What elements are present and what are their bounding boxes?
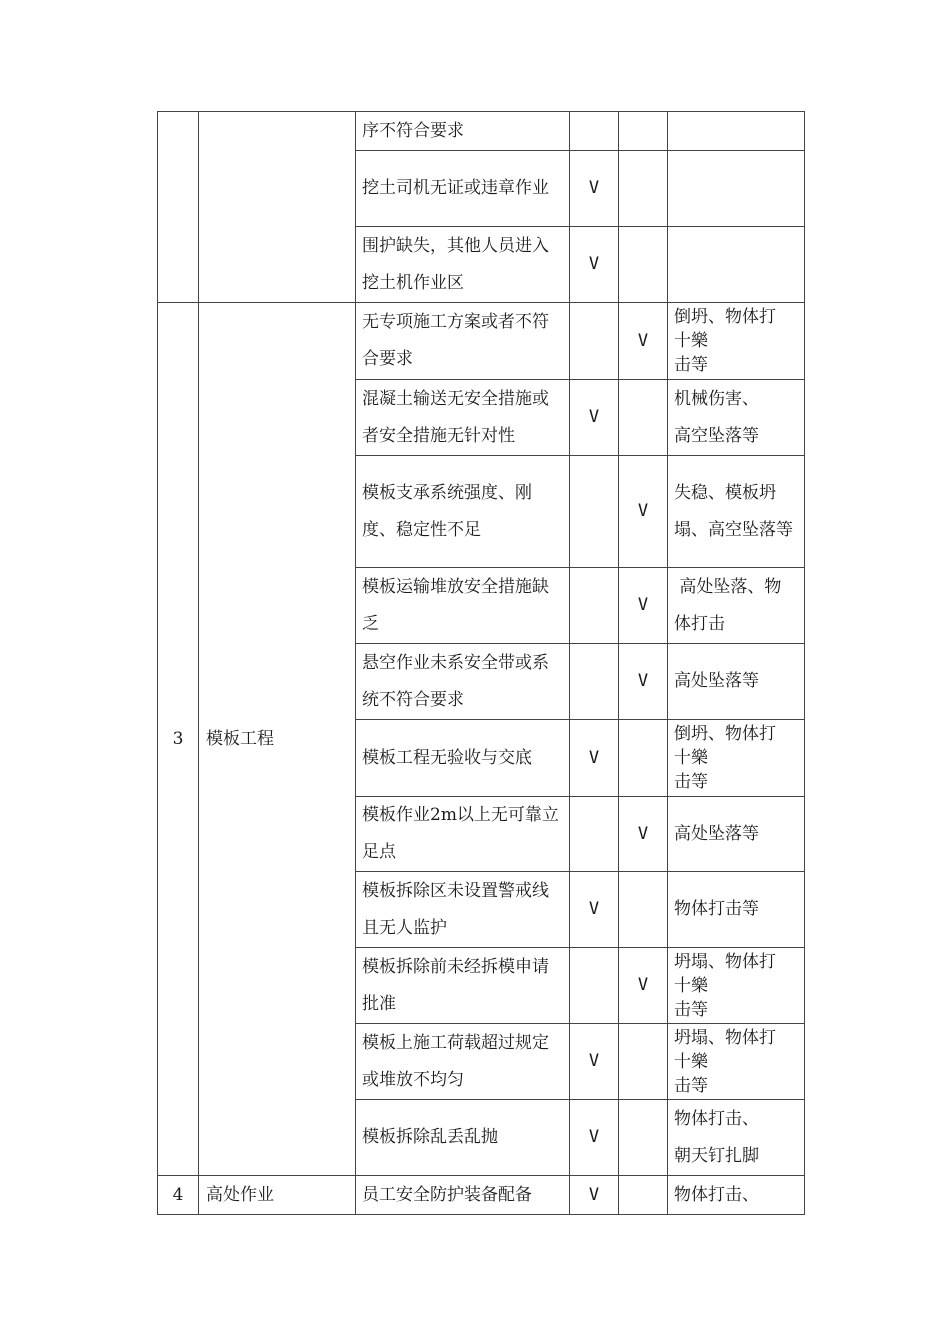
result-line: 朝天钉扎脚 [674,1145,759,1166]
table-row [158,1176,805,1215]
result-line: 十樂 [674,331,708,351]
check-col-1: V [570,380,619,456]
check-col-1: V [570,1100,619,1176]
result-line: 十樂 [674,1052,708,1072]
result-line: 坍塌、物体打 [674,1028,776,1048]
result-cell [668,112,805,151]
check-col-2 [619,1100,668,1176]
risk-cell: 挖土司机无证或违章作业 [356,151,570,227]
result-cell [668,1176,805,1215]
risk-cell: 无专项施工方案或者不符合要求 [356,303,570,380]
result-line: 失稳、模板坍 [674,482,776,503]
check-col-2: V [619,948,668,1024]
risk-cell: 模板拆除区未设置警戒线且无人监护 [356,872,570,948]
result-line: 体打击 [674,613,725,634]
risk-cell: 模板拆除前未经拆模申请批准 [356,948,570,1024]
check-col-2 [619,380,668,456]
risk-cell: 模板运输堆放安全措施缺乏 [356,568,570,644]
result-cell [668,797,805,872]
result-line: 击等 [674,1000,708,1020]
result-line: 倒坍、物体打 [674,724,776,744]
result-line: 击等 [674,772,708,792]
project-name-cell [199,112,356,303]
risk-cell: 围护缺失，其他人员进入挖土机作业区 [356,227,570,303]
check-col-2 [619,872,668,948]
row-number-cell: 4 [158,1176,199,1215]
result-line: 物体打击、 [674,1184,759,1205]
result-cell [668,303,805,380]
result-cell [668,380,805,456]
row-number-cell [158,112,199,303]
check-col-1: V [570,1176,619,1215]
check-col-2 [619,151,668,227]
result-line: 高空坠落等 [708,519,793,540]
risk-cell: 模板上施工荷载超过规定或堆放不均匀 [356,1024,570,1100]
table-row [158,112,805,151]
risk-cell: 混凝土输送无安全措施或者安全措施无针对性 [356,380,570,456]
result-cell [668,872,805,948]
result-line: 物体打击等 [674,899,759,919]
result-line: 十樂 [674,748,708,768]
project-name-cell: 高处作业 [199,1176,356,1215]
result-cell [668,644,805,720]
result-cell [668,568,805,644]
result-line: 击等 [674,1076,708,1096]
result-line: 物体打击、 [674,1108,759,1129]
result-line: 击等 [674,355,708,375]
row-number-cell: 3 [158,303,199,1176]
result-line: 倒坍、物体打 [674,307,776,327]
check-col-1: V [570,1024,619,1100]
risk-cell: 序不符合要求 [356,112,570,151]
hazard-table [157,111,805,1215]
result-line: 高处坠落、物 [674,576,782,597]
check-col-1 [570,644,619,720]
check-col-2 [619,1176,668,1215]
check-col-1 [570,797,619,872]
risk-cell: 模板工程无验收与交底 [356,720,570,797]
result-line: 高空坠落等 [674,425,759,446]
risk-cell: 模板拆除乱丢乱抛 [356,1100,570,1176]
risk-cell: 模板支承系统强度、刚度、稳定性不足 [356,456,570,568]
result-line: 十樂 [674,976,708,996]
result-cell [668,720,805,797]
result-cell [668,1024,805,1100]
table-row [158,303,805,380]
check-col-1 [570,948,619,1024]
result-cell [668,1100,805,1176]
check-col-1 [570,303,619,380]
check-col-2 [619,720,668,797]
check-col-2: V [619,456,668,568]
check-col-1 [570,456,619,568]
check-col-1 [570,568,619,644]
check-col-2 [619,112,668,151]
result-cell [668,227,805,303]
result-line: 机械伤害、 [674,388,759,409]
check-col-1 [570,112,619,151]
project-name-cell: 模板工程 [199,303,356,1176]
check-col-2 [619,227,668,303]
result-line: 高处坠落等 [674,671,759,691]
risk-cell: 悬空作业未系安全带或系统不符合要求 [356,644,570,720]
check-col-1: V [570,151,619,227]
check-col-2: V [619,568,668,644]
check-col-1: V [570,720,619,797]
result-line: 坍塌、物体打 [674,952,776,972]
result-cell [668,151,805,227]
result-cell [668,456,805,568]
check-col-1: V [570,872,619,948]
risk-cell: 模板作业2m以上无可靠立足点 [356,797,570,872]
result-line: 高处坠落等 [674,823,759,844]
check-col-2: V [619,797,668,872]
check-col-1: V [570,227,619,303]
result-line: 塌、 [674,519,708,540]
risk-cell: 员工安全防护装备配备 [356,1176,570,1215]
check-col-2: V [619,303,668,380]
check-col-2 [619,1024,668,1100]
result-cell [668,948,805,1024]
check-col-2: V [619,644,668,720]
